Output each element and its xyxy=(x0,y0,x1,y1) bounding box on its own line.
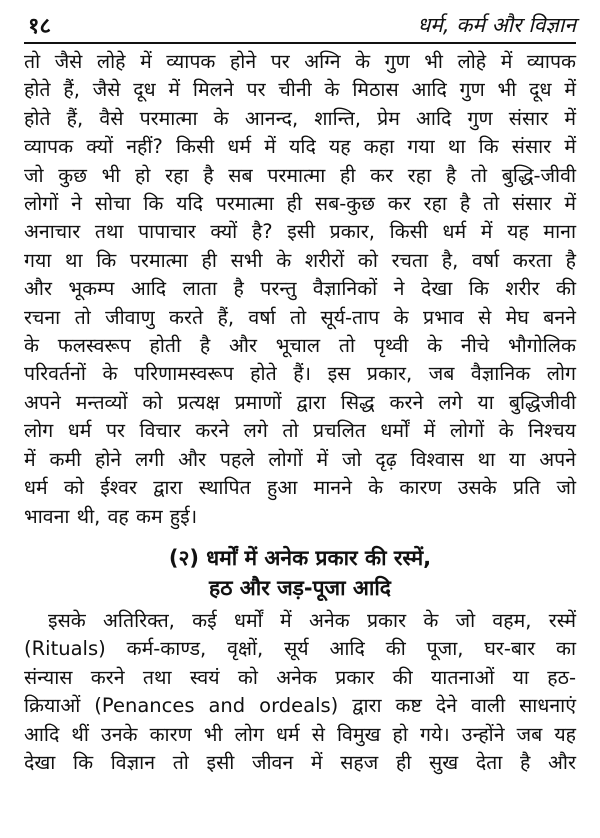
text-line: इसके अतिरिक्त, कई धर्मों में अनेक प्रकार के जो वहम, रस्में xyxy=(48,608,576,632)
text-line: में कमी होने लगी और पहले लोगों में जो दृढ़ विश्वास था या अपने xyxy=(24,447,576,471)
header-rule xyxy=(24,42,576,44)
text-line: धर्म को ईश्वर द्वारा स्थापित हुआ मानने के कारण उसके प्रति जो xyxy=(24,476,576,500)
text-line: व्यापक क्यों नहीं? किसी धर्म में यदि यह कहा गया था कि संसार में xyxy=(24,135,576,159)
text-line: और भूकम्प आदि लाता है परन्तु वैज्ञानिकों ने देखा कि शरीर की xyxy=(24,277,576,301)
text-line: भावना थी, वह कम हुई। xyxy=(24,504,198,528)
text-line: परिवर्तनों के परिणामस्वरूप होते हैं। इस प्रकार, जब वैज्ञानिक लोग xyxy=(24,362,576,386)
text-line: जो कुछ भी हो रहा है सब परमात्मा ही कर रहा है तो बुद्धि-जीवी xyxy=(24,163,576,187)
text-line: गया था कि परमात्मा ही सभी के शरीरों को रचता है, वर्षा करता है xyxy=(24,248,576,272)
text-line: क्रियाओं (Penances and ordeals) द्वारा कष्ट देने वाली साधनाएं xyxy=(24,694,576,718)
text-line: लोग धर्म पर विचार करने लगे तो प्रचलित धर्मों में लोगों के निश्चय xyxy=(24,419,576,443)
text-line: (Rituals) कर्म-काण्ड, वृक्षों, सूर्य आदि की पूजा, घर-बार का xyxy=(24,637,576,661)
text-line: होते हैं, वैसे परमात्मा के आनन्द, शान्ति, प्रेम आदि गुण संसार में xyxy=(24,106,576,130)
text-line: आदि थीं उनके कारण भी लोग धर्म से विमुख हो गये। उन्होंने जब यह xyxy=(24,722,576,746)
text-line: के फलस्वरूप होती है और भूचाल तो पृथ्वी के नीचे भौगोलिक xyxy=(24,334,576,358)
text-line: अनाचार तथा पापाचार क्यों है? इसी प्रकार, किसी धर्म में यह माना xyxy=(24,220,576,244)
section-heading-line-2: हठ और जड़-पूजा आदि xyxy=(209,575,391,600)
page-body xyxy=(24,48,576,777)
page-number: १८ xyxy=(28,13,51,39)
text-line: देखा कि विज्ञान तो इसी जीवन में सहज ही सुख देता है और xyxy=(24,750,576,774)
text-line: होते हैं, जैसे दूध में मिलने पर चीनी के मिठास आदि गुण भी दूध में xyxy=(24,78,576,102)
paragraph-2 xyxy=(24,607,576,777)
text-line: अपने मन्तव्यों को प्रत्यक्ष प्रमाणों द्वारा सिद्ध करने लगे या बुद्धिजीवी xyxy=(24,390,576,414)
running-title: धर्म, कर्म और विज्ञान xyxy=(417,13,576,37)
section-heading-line-1: (२) धर्मों में अनेक प्रकार की रस्में, xyxy=(168,545,432,570)
paragraph-1 xyxy=(24,48,576,531)
text-line: तो जैसे लोहे में व्यापक होने पर अग्नि के गुण भी लोहे में व्यापक xyxy=(24,50,576,73)
section-heading xyxy=(24,543,576,603)
text-line: संन्यास करने तथा स्वयं को अनेक प्रकार की यातनाओं या हठ- xyxy=(24,665,576,689)
text-line: लोगों ने सोचा कि यदि परमात्मा ही सब-कुछ कर रहा है तो संसार में xyxy=(24,192,576,216)
page-header xyxy=(24,8,576,44)
text-line: रचना तो जीवाणु करते हैं, वर्षा तो सूर्य-ताप के प्रभाव से मेघ बनने xyxy=(24,305,576,329)
